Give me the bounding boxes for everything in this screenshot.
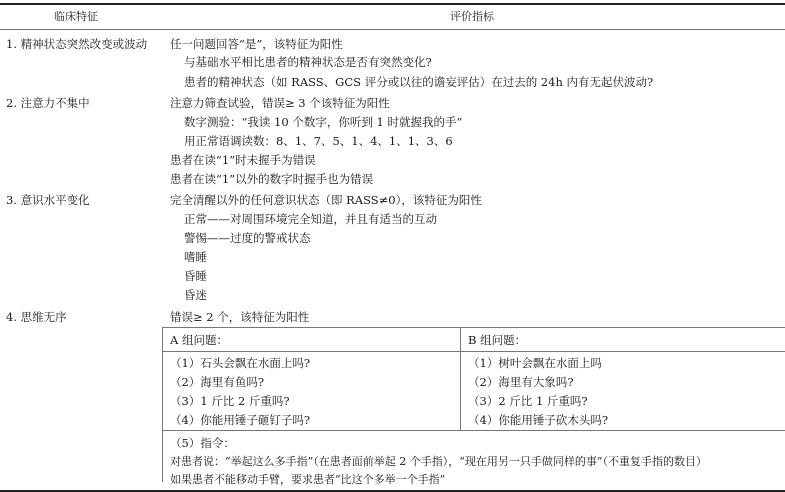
- group-a-title: A 组问题：: [170, 333, 228, 347]
- feature-3-normal: 正常——对周围环境完全知道，并且有适当的互动: [184, 212, 437, 226]
- header-clinical-feature: 临床特征: [54, 10, 98, 23]
- group-a-item-2: （2）海里有鱼吗?: [170, 375, 264, 389]
- group-b-item-4: （4）你能用锤子砍木头吗?: [468, 413, 608, 427]
- feature-1-title: 1. 精神状态突然改变或波动: [6, 37, 148, 51]
- feature-1-question-2: 患者的精神状态（如 RASS、GCS 评分或以往的谵妄评估）在过去的 24h 内有无起伏波动?: [184, 75, 654, 89]
- feature-3-rule: 完全清醒以外的任何意识状态（即 RASS≠0），该特征为阳性: [170, 193, 482, 207]
- group-a-item-3: （3）1 斤比 2 斤重吗?: [170, 394, 290, 408]
- feature-2-rule: 注意力筛查试验，错误≥ 3 个该特征为阳性: [170, 96, 390, 110]
- feature-2-error-2: 患者在读“1”以外的数字时握手也为错误: [170, 172, 374, 186]
- group-b-item-1: （1）树叶会飘在水面上吗: [468, 356, 602, 370]
- subtable-header-rule: [162, 351, 785, 352]
- group-b-item-3: （3）2 斤比 1 斤重吗?: [468, 394, 588, 408]
- command-line-1: 对患者说：“举起这么多手指”（在患者面前举起 2 个手指），“现在用另一只手做同样的事”（不重复手指的数目）: [170, 455, 707, 468]
- feature-3-stupor: 昏睡: [184, 269, 207, 283]
- group-a-item-1: （1）石头会飘在水面上吗?: [170, 356, 310, 370]
- feature-1-question-1: 与基础水平相比患者的精神状态是否有突然变化?: [184, 55, 432, 69]
- feature-3-drowsy: 嗜睡: [184, 250, 207, 264]
- feature-1-rule: 任一问题回答“是”，该特征为阳性: [170, 37, 343, 51]
- subtable-top-rule: [162, 327, 785, 328]
- group-b-item-2: （2）海里有大象吗?: [468, 375, 574, 389]
- feature-2-digits: 用正常语调读数：8、1、7、5、1、4、1、1、3、6: [184, 134, 453, 148]
- table-bottom-rule: [0, 490, 785, 492]
- table-top-rule: [0, 3, 785, 5]
- feature-3-title: 3. 意识水平变化: [6, 193, 90, 207]
- group-a-item-4: （4）你能用锤子砸钉子吗?: [170, 413, 310, 427]
- command-title: （5）指令：: [170, 436, 235, 450]
- group-b-title: B 组问题：: [468, 333, 527, 347]
- subtable-divider: [460, 327, 461, 430]
- feature-2-error-1: 患者在读“1”时未握手为错误: [170, 153, 316, 167]
- feature-2-title: 2. 注意力不集中: [6, 96, 90, 110]
- feature-3-coma: 昏迷: [184, 288, 207, 302]
- feature-3-alert: 警惕——过度的警戒状态: [184, 231, 311, 245]
- feature-4-rule: 错误≥ 2 个，该特征为阳性: [170, 310, 310, 324]
- header-evaluation-index: 评价指标: [450, 10, 494, 23]
- feature-2-test: 数字测验：“我读 10 个数字，你听到 1 时就握我的手”: [184, 115, 463, 129]
- subtable-left-rule: [162, 327, 163, 482]
- header-bottom-rule: [0, 29, 785, 30]
- command-line-2: 如果患者不能移动手臂，要求患者“比这个多举一个手指”: [170, 473, 446, 486]
- subtable-bottom-rule: [162, 430, 785, 431]
- feature-4-title: 4. 思维无序: [6, 310, 67, 324]
